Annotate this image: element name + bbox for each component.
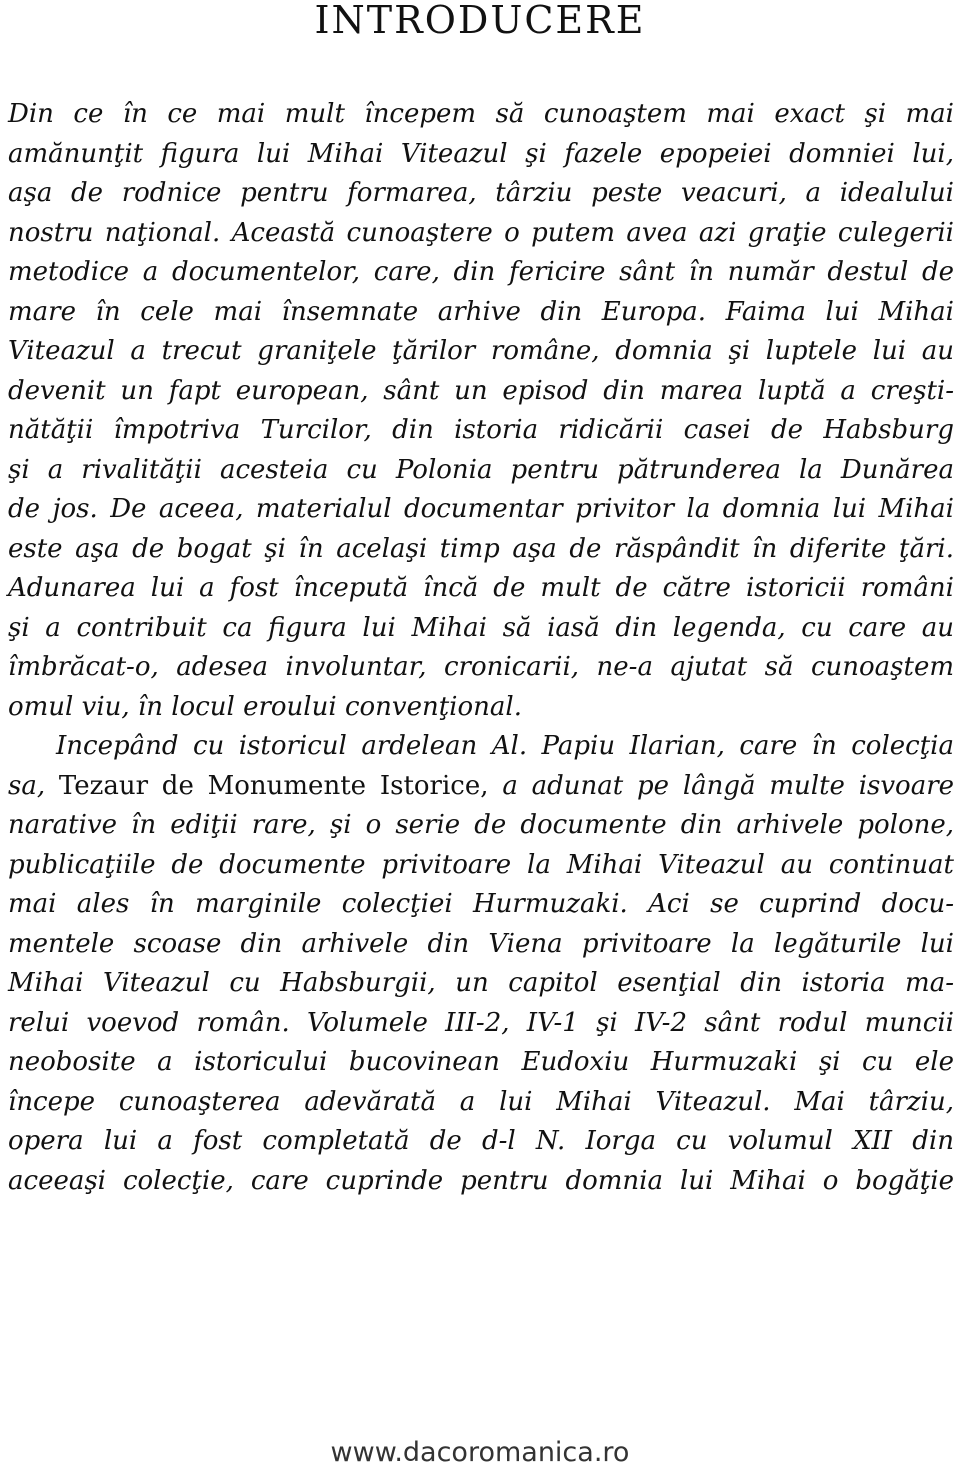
text-line: Viteazul a trecut graniţele ţărilor române, domnia şi luptele lui au xyxy=(8,336,954,366)
text-line: şi a rivalităţii acesteia cu Polonia pentru pătrunderea la Dunărea xyxy=(8,454,954,485)
text-line: de jos. De aceea, materialul documentar privitor la domnia lui Mihai xyxy=(8,494,954,524)
text-line: omul viu, în locul eroului convenţional. xyxy=(8,691,522,722)
body-text xyxy=(8,95,954,1201)
text-fragment: a adunat pe lângă multe isvoare xyxy=(502,770,955,801)
text-line: nostru naţional. Această cunoaştere o putem avea azi graţie culegerii xyxy=(8,217,954,248)
source-watermark: www.dacoromanica.ro xyxy=(330,1437,630,1468)
text-line: mentele scoase din arhivele din Viena privitoare la legăturile lui xyxy=(8,928,954,959)
text-line: începe cunoaşterea adevărată a lui Mihai Viteazul. Mai târziu, xyxy=(8,1086,954,1117)
text-line: aceeaşi colecţie, care cuprinde pentru domnia lui Mihai o bogăţie xyxy=(8,1165,954,1196)
text-fragment: sa, xyxy=(8,770,46,801)
text-line: publicaţiile de documente privitoare la Mihai Viteazul au continuat xyxy=(8,849,954,880)
text-line: îmbrăcat-o, adesea involuntar, cronicarii, ne-a ajutat să cunoaştem xyxy=(8,652,954,682)
text-line: nătăţii împotriva Turcilor, din istoria ridicării casei de Habsburg xyxy=(8,415,954,445)
text-line: aşa de rodnice pentru formarea, târziu peste veacuri, a idealului xyxy=(8,178,954,208)
text-line: mare în cele mai însemnate arhive din Europa. Faima lui Mihai xyxy=(8,296,954,327)
text-line: şi a contribuit ca figura lui Mihai să iasă din legenda, cu care au xyxy=(8,612,954,643)
text-line-with-title xyxy=(8,767,954,807)
text-line: devenit un fapt european, sânt un episod din marea luptă a creşti- xyxy=(8,375,954,406)
text-line: narative în ediţii rare, şi o serie de documente din arhivele polone, xyxy=(8,810,954,840)
text-line: metodice a documentelor, care, din fericire sânt în număr destul de xyxy=(8,257,954,287)
text-line: Mihai Viteazul cu Habsburgii, un capitol esenţial din istoria ma- xyxy=(8,968,954,998)
text-line: Din ce în ce mai mult începem să cunoaştem mai exact şi mai xyxy=(8,99,954,129)
page-title: INTRODUCERE xyxy=(314,0,646,42)
text-line: amănunţit figura lui Mihai Viteazul şi fazele epopeiei domniei lui, xyxy=(8,138,954,169)
text-line: relui voevod român. Volumele III-2, IV-1 şi IV-2 sânt rodul muncii xyxy=(8,1007,954,1038)
paragraph-start-line: Incepând cu istoricul ardelean Al. Papiu Ilarian, care în colecţia xyxy=(56,731,954,761)
text-line: este aşa de bogat şi în acelaşi timp aşa de răspândit în diferite ţări. xyxy=(8,533,954,564)
text-line: Adunarea lui a fost începută încă de mult de către istoricii români xyxy=(8,573,954,603)
text-line: opera lui a fost completată de d-l N. Iorga cu volumul XII din xyxy=(8,1126,954,1156)
work-title: Tezaur de Monumente Istorice, xyxy=(58,770,489,801)
text-line: mai ales în marginile colecţiei Hurmuzaki. Aci se cuprind docu- xyxy=(8,889,954,919)
text-line: neobosite a istoricului bucovinean Eudoxiu Hurmuzaki şi cu ele xyxy=(8,1047,954,1077)
